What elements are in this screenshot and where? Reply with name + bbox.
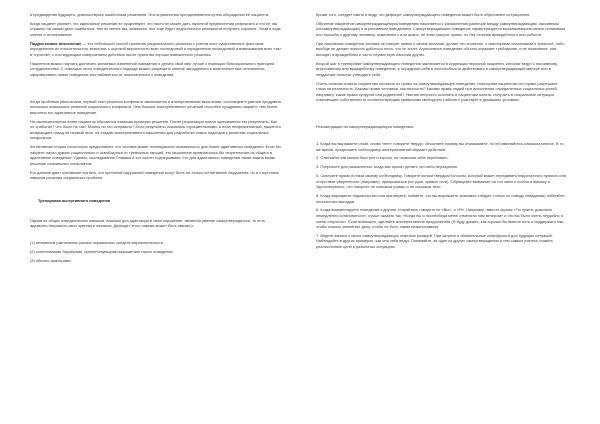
spacer xyxy=(30,232,282,240)
list-heading: Рекомендации по самоутверждающемуся поведению: xyxy=(316,124,415,130)
paragraph: Очень полезно помочь пациентам осознать их право на самоутверждающее поведение, некоторым пациентам это право разрешают глаза на реальность. Каковы права человека, как личности? Каковы права людей при исполнении определенных социальных ролей, например, какие права супругов или родителей? Умение непросто осознать и пациентам понять, получить в социальные ситуации, отвечающее собственности соответствующим привычкам свободного рабочего участвует в домашних условиях. xyxy=(316,80,558,103)
list-item: (2) когнитивными барьерами, препятствующими выражению такого поведения xyxy=(30,248,173,254)
paragraph: Пациентов можно научить достигать желаемых изменений поведения и делать свой мир лучше с помощью биосоциального принципа сотрудничества. С помощью этого поведенческого подхода можно разрешить многие затруднения в межличностных отношениях, сформировать новое поведение или избавиться от нежелательного поведения. xyxy=(30,60,275,77)
list-item: (1) незнанием различения разных нормальных средств выразительности xyxy=(30,240,163,246)
list-item: 4. Смотрите прямо в глаза своему собеседнику. Говорите ясным твердым голосом, который может передавать недостаточно прямого или отсутствие уверенности (например, прикрываться рот руки, кривые ноги). Обращайте внимание на тон своего голоса и мимику и. Удостоверьтесь, что говорите не слишком громко и не слишком тихо. xyxy=(316,172,566,190)
spacer xyxy=(316,133,568,141)
paragraph: Когда пациент уясняет, что идеальные решения не существуют, что никто не может дать гарантий предпочтения результата и что не так страшно на самом деле ошибиться, тем не менее мы, возможно, все еще будет недостаточно решимости получить хорошее. Этим в ходе снятия и исчезновения. xyxy=(30,20,281,37)
list-item: 3. Попросите для разъяснения, когда вас просят делать что-либо неразумное. xyxy=(316,164,459,170)
spacer xyxy=(30,184,282,192)
spacer xyxy=(30,81,282,99)
spacer xyxy=(316,106,568,124)
list-item: 2. Отвечайте как можно быстрее и короче, не позволяя себе перебивать. xyxy=(316,155,449,161)
paragraph: Второй шаг в тренировке самоутверждающего поведения заключается в коррекции персоной пациента, которые ведут к пассивному, агрессивному или враждебному поведению, в осуждении себя в неспособности действовать в самоутверждающей манере или в неудачные попытки утвердить себя. xyxy=(316,60,558,77)
list-item: 6. Когда комментируете поведение к другим, старайтесь говорить не «Вы», а «Я». Например, вместо фразы «Ты нужен, довольно немедленно остановиться», лучше сказать так: «Когда вы и послеобеда меню отменили нам вечером» и что вы было очень неудобно и очень огорчило». Если возможно, сделайте альтернативное предложение (Я буду думать, как хорошо бы вместе есть и поддержать нас, чтобы помочь семейные день, чтобы не быть таким невыносимым). xyxy=(316,207,565,230)
right-column xyxy=(316,12,568,253)
list-item: 5. Когда выражаете недовольство или критикуете, поймите, что вы выражаете значимое следует только по поводу поведения) избегайте личностных выпадов. xyxy=(316,192,565,204)
bold-term: Подростковое исчисление xyxy=(30,40,82,46)
left-column xyxy=(30,12,282,266)
paragraph: Когда проблема распознана, первый этап решения конфликта заключается в альтернативном мышлении, состоящем в умении придумать несколько возможных решений социального конфликта. Чем больше альтернативных решений способен придумать пациент, тем более вероятно его адаптивное поведение. xyxy=(30,98,282,115)
paragraph-definition xyxy=(30,41,282,58)
paragraph: и предвидения будущего, довольствуясь ошибочным решением. Эти ограничения преодолеваются путем обсуждения её пациента. xyxy=(30,12,270,17)
paragraph: Одним из общих поведенческих навыков, важным для адаптации в свою окружение, является умение самоутверждаться, то есть адекватно выражать свои чувства и желания. Дефицит этого навыка может быть связан с: xyxy=(30,217,266,229)
paragraph: Когнитивная теория психологии предполагает, что человек может потенциально возможность для более адаптивного поведения. Если бы пациент начал думать рационально и освободился от тревожных эмоций, это мышление превратилось бы теоретически из общего в адаптивное поведение. Однако, исследования Спивака и его коллег подчеркивают, что для адаптивного поведения также важна вновь решение социальных конфликтов. xyxy=(30,144,281,166)
paragraph: Кроме того, следует иметь в виду, что дефицит самоутверждающего поведения может быть обусловлен ситуационно. xyxy=(316,12,531,17)
paragraph-text: — это небольшой способ принятия рационального решения с учетом всех существенных факторов: определение их относительного значения, с оценкой вероятности всех последствий и определение последствий и взвешивания всех «за» и «против», с последующим совершением действия после принятия хорошо взвешенного решения. xyxy=(30,40,282,57)
spacer xyxy=(30,210,282,218)
paragraph: При пассивном поведении человек не говорит прямо о своем желании, делает это косвенно, с некоторыми опасениями и тревогой, либо вообще не делает попыток добиться этого, что он хочет. Агрессивное поведение обычно отражает требование, и не пожелание, они выходят в враждебном и часто неуместную насилии других. xyxy=(316,40,565,57)
section-heading: Тренировка ассертивного поведения xyxy=(38,198,111,204)
paragraph: Его данные дают основание считать, что причиной нарушений поведения могут быть не только когнитивные нарушения, но и отсутствие навыков решения социальных проблем. xyxy=(30,169,279,181)
list-item: (3) обычно факторами. xyxy=(30,257,72,263)
paragraph: На заключительном этапе пациенты обучаются навыкам проверки решения. После реализации плана оцениваются его результаты. Как он сработал? Что было не так? Можно ли это исправить? Если результаты оказались отрицательными, и план неэффективный, пациента возвращают назад на первый этап, на стадию альтернативного мышления для разработки новых подходов к решению социальных конфликтов. xyxy=(30,118,281,141)
list-item: 1. Когда вы выражаете отказ, слово «нет» говорите твердо; объясните почему вы отказываете, но не извиняйтесь слишком многое. В то же время, предложите собеседнику альтернативный вариант действий. xyxy=(316,141,564,152)
list-item: 7. Ведите записи о своих самоутверждающих отметках реакций. При затрате и обязательные очередности для будущих ситуаций. Наблюдайте в других примерах, как они себя ведут. Понимайте, за один из других самоутверждения и тем самым учитесь ставить реалистичные цели в различных ситуациях. xyxy=(316,232,553,250)
paragraph: Обучение пациентов самоутверждающемуся поведению начинается с разъяснения различий между самоутверждающим, пассивным (несамоутверждающим) и агрессивным поведением. Самоутверждающее поведение характеризуется высказыванием своего понимания или просьбы к другому человеку, изменения к или жизнь, об этом говорят прямо, но без отличия враждебности или робости. xyxy=(316,20,566,37)
